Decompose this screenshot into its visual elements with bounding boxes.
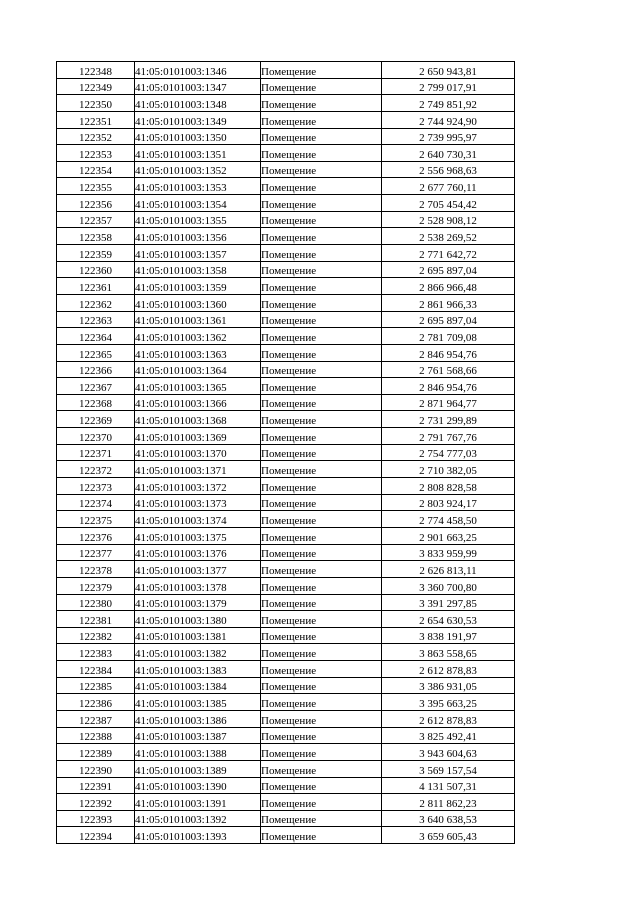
cadastral-value-cell: 3 360 700,80 xyxy=(382,577,515,594)
cadastral-number-cell: 41:05:0101003:1374 xyxy=(135,511,261,528)
cadastral-value-cell: 2 749 851,92 xyxy=(382,95,515,112)
table-row xyxy=(57,694,515,711)
object-type-cell: Помещение xyxy=(261,195,382,212)
row-number-cell: 122380 xyxy=(57,594,135,611)
cadastral-value-cell: 2 695 897,04 xyxy=(382,311,515,328)
object-type-cell: Помещение xyxy=(261,794,382,811)
row-number-cell: 122392 xyxy=(57,794,135,811)
cadastral-value-cell: 2 528 908,12 xyxy=(382,211,515,228)
object-type-cell: Помещение xyxy=(261,810,382,827)
cadastral-value-cell: 2 744 924,90 xyxy=(382,111,515,128)
cadastral-value-cell: 2 538 269,52 xyxy=(382,228,515,245)
cadastral-number-cell: 41:05:0101003:1351 xyxy=(135,145,261,162)
table-row xyxy=(57,577,515,594)
cadastral-value-cell: 3 833 959,99 xyxy=(382,544,515,561)
table-row xyxy=(57,461,515,478)
cadastral-number-cell: 41:05:0101003:1356 xyxy=(135,228,261,245)
cadastral-value-cell: 3 825 492,41 xyxy=(382,727,515,744)
row-number-cell: 122359 xyxy=(57,245,135,262)
cadastral-number-cell: 41:05:0101003:1385 xyxy=(135,694,261,711)
cadastral-value-cell: 2 803 924,17 xyxy=(382,494,515,511)
cadastral-number-cell: 41:05:0101003:1350 xyxy=(135,128,261,145)
row-number-cell: 122361 xyxy=(57,278,135,295)
table-row xyxy=(57,760,515,777)
cadastral-number-cell: 41:05:0101003:1375 xyxy=(135,527,261,544)
cadastral-number-cell: 41:05:0101003:1371 xyxy=(135,461,261,478)
object-type-cell: Помещение xyxy=(261,661,382,678)
object-type-cell: Помещение xyxy=(261,544,382,561)
cadastral-number-cell: 41:05:0101003:1358 xyxy=(135,261,261,278)
cadastral-value-cell: 2 774 458,50 xyxy=(382,511,515,528)
table-row xyxy=(57,428,515,445)
table-row xyxy=(57,195,515,212)
table-row xyxy=(57,344,515,361)
cadastral-number-cell: 41:05:0101003:1361 xyxy=(135,311,261,328)
row-number-cell: 122350 xyxy=(57,95,135,112)
cadastral-number-cell: 41:05:0101003:1366 xyxy=(135,394,261,411)
cadastral-number-cell: 41:05:0101003:1377 xyxy=(135,561,261,578)
table-row xyxy=(57,411,515,428)
cadastral-number-cell: 41:05:0101003:1382 xyxy=(135,644,261,661)
cadastral-number-cell: 41:05:0101003:1359 xyxy=(135,278,261,295)
cadastral-value-cell: 2 705 454,42 xyxy=(382,195,515,212)
row-number-cell: 122386 xyxy=(57,694,135,711)
table-row xyxy=(57,261,515,278)
object-type-cell: Помещение xyxy=(261,444,382,461)
cadastral-value-cell: 2 710 382,05 xyxy=(382,461,515,478)
cadastral-number-cell: 41:05:0101003:1372 xyxy=(135,478,261,495)
object-type-cell: Помещение xyxy=(261,311,382,328)
object-type-cell: Помещение xyxy=(261,478,382,495)
table-row xyxy=(57,378,515,395)
table-row xyxy=(57,394,515,411)
cadastral-number-cell: 41:05:0101003:1352 xyxy=(135,161,261,178)
row-number-cell: 122394 xyxy=(57,827,135,844)
cadastral-value-cell: 2 677 760,11 xyxy=(382,178,515,195)
cadastral-value-cell: 2 871 964,77 xyxy=(382,394,515,411)
table-row xyxy=(57,95,515,112)
cadastral-number-cell: 41:05:0101003:1376 xyxy=(135,544,261,561)
table-row xyxy=(57,627,515,644)
row-number-cell: 122362 xyxy=(57,294,135,311)
cadastral-value-cell: 2 901 663,25 xyxy=(382,527,515,544)
cadastral-value-cell: 2 771 642,72 xyxy=(382,245,515,262)
object-type-cell: Помещение xyxy=(261,78,382,95)
row-number-cell: 122364 xyxy=(57,328,135,345)
table-row xyxy=(57,62,515,79)
cadastral-value-cell: 2 612 878,83 xyxy=(382,710,515,727)
cadastral-value-cell: 2 612 878,83 xyxy=(382,661,515,678)
cadastral-number-cell: 41:05:0101003:1373 xyxy=(135,494,261,511)
cadastral-value-cell: 2 640 730,31 xyxy=(382,145,515,162)
row-number-cell: 122381 xyxy=(57,611,135,628)
object-type-cell: Помещение xyxy=(261,161,382,178)
cadastral-value-cell: 2 626 813,11 xyxy=(382,561,515,578)
object-type-cell: Помещение xyxy=(261,294,382,311)
row-number-cell: 122390 xyxy=(57,760,135,777)
cadastral-value-cell: 2 754 777,03 xyxy=(382,444,515,461)
object-type-cell: Помещение xyxy=(261,128,382,145)
object-type-cell: Помещение xyxy=(261,461,382,478)
cadastral-value-table xyxy=(56,61,515,844)
table-row xyxy=(57,128,515,145)
object-type-cell: Помещение xyxy=(261,744,382,761)
cadastral-value-cell: 2 781 709,08 xyxy=(382,328,515,345)
table-row xyxy=(57,827,515,844)
object-type-cell: Помещение xyxy=(261,62,382,79)
cadastral-value-cell: 2 866 966,48 xyxy=(382,278,515,295)
cadastral-value-cell: 2 846 954,76 xyxy=(382,378,515,395)
row-number-cell: 122385 xyxy=(57,677,135,694)
cadastral-value-cell: 2 731 299,89 xyxy=(382,411,515,428)
table-row xyxy=(57,527,515,544)
cadastral-number-cell: 41:05:0101003:1387 xyxy=(135,727,261,744)
row-number-cell: 122367 xyxy=(57,378,135,395)
object-type-cell: Помещение xyxy=(261,95,382,112)
object-type-cell: Помещение xyxy=(261,411,382,428)
object-type-cell: Помещение xyxy=(261,361,382,378)
cadastral-value-cell: 3 395 663,25 xyxy=(382,694,515,711)
table-row xyxy=(57,661,515,678)
cadastral-number-cell: 41:05:0101003:1386 xyxy=(135,710,261,727)
table-row xyxy=(57,744,515,761)
table-row xyxy=(57,611,515,628)
cadastral-value-cell: 3 640 638,53 xyxy=(382,810,515,827)
object-type-cell: Помещение xyxy=(261,577,382,594)
table-row xyxy=(57,211,515,228)
object-type-cell: Помещение xyxy=(261,694,382,711)
row-number-cell: 122371 xyxy=(57,444,135,461)
object-type-cell: Помещение xyxy=(261,228,382,245)
cadastral-value-cell: 2 650 943,81 xyxy=(382,62,515,79)
object-type-cell: Помещение xyxy=(261,211,382,228)
row-number-cell: 122378 xyxy=(57,561,135,578)
cadastral-number-cell: 41:05:0101003:1346 xyxy=(135,62,261,79)
row-number-cell: 122358 xyxy=(57,228,135,245)
cadastral-value-cell: 2 654 630,53 xyxy=(382,611,515,628)
cadastral-number-cell: 41:05:0101003:1389 xyxy=(135,760,261,777)
object-type-cell: Помещение xyxy=(261,760,382,777)
cadastral-number-cell: 41:05:0101003:1363 xyxy=(135,344,261,361)
cadastral-number-cell: 41:05:0101003:1364 xyxy=(135,361,261,378)
table-row xyxy=(57,777,515,794)
table-row xyxy=(57,710,515,727)
object-type-cell: Помещение xyxy=(261,328,382,345)
cadastral-number-cell: 41:05:0101003:1390 xyxy=(135,777,261,794)
object-type-cell: Помещение xyxy=(261,627,382,644)
object-type-cell: Помещение xyxy=(261,644,382,661)
object-type-cell: Помещение xyxy=(261,710,382,727)
row-number-cell: 122363 xyxy=(57,311,135,328)
cadastral-value-cell: 2 861 966,33 xyxy=(382,294,515,311)
cadastral-value-cell: 2 846 954,76 xyxy=(382,344,515,361)
cadastral-value-cell: 3 569 157,54 xyxy=(382,760,515,777)
cadastral-number-cell: 41:05:0101003:1353 xyxy=(135,178,261,195)
table-row xyxy=(57,794,515,811)
cadastral-number-cell: 41:05:0101003:1384 xyxy=(135,677,261,694)
row-number-cell: 122388 xyxy=(57,727,135,744)
cadastral-value-cell: 3 386 931,05 xyxy=(382,677,515,694)
object-type-cell: Помещение xyxy=(261,594,382,611)
table-row xyxy=(57,245,515,262)
object-type-cell: Помещение xyxy=(261,511,382,528)
table-row xyxy=(57,145,515,162)
table-row xyxy=(57,444,515,461)
cadastral-value-cell: 4 131 507,31 xyxy=(382,777,515,794)
cadastral-value-cell: 2 695 897,04 xyxy=(382,261,515,278)
object-type-cell: Помещение xyxy=(261,677,382,694)
object-type-cell: Помещение xyxy=(261,178,382,195)
table-row xyxy=(57,361,515,378)
row-number-cell: 122360 xyxy=(57,261,135,278)
table-row xyxy=(57,677,515,694)
table-row xyxy=(57,478,515,495)
row-number-cell: 122366 xyxy=(57,361,135,378)
object-type-cell: Помещение xyxy=(261,278,382,295)
table-row xyxy=(57,311,515,328)
row-number-cell: 122357 xyxy=(57,211,135,228)
row-number-cell: 122384 xyxy=(57,661,135,678)
table-row xyxy=(57,644,515,661)
object-type-cell: Помещение xyxy=(261,111,382,128)
table-row xyxy=(57,494,515,511)
cadastral-number-cell: 41:05:0101003:1354 xyxy=(135,195,261,212)
cadastral-value-cell: 2 811 862,23 xyxy=(382,794,515,811)
object-type-cell: Помещение xyxy=(261,394,382,411)
table-row xyxy=(57,544,515,561)
cadastral-number-cell: 41:05:0101003:1368 xyxy=(135,411,261,428)
table-row xyxy=(57,78,515,95)
object-type-cell: Помещение xyxy=(261,777,382,794)
row-number-cell: 122393 xyxy=(57,810,135,827)
row-number-cell: 122382 xyxy=(57,627,135,644)
cadastral-value-cell: 2 761 568,66 xyxy=(382,361,515,378)
row-number-cell: 122368 xyxy=(57,394,135,411)
row-number-cell: 122351 xyxy=(57,111,135,128)
table-row xyxy=(57,228,515,245)
table-body xyxy=(57,62,515,844)
table-row xyxy=(57,161,515,178)
object-type-cell: Помещение xyxy=(261,494,382,511)
table-row xyxy=(57,511,515,528)
cadastral-number-cell: 41:05:0101003:1388 xyxy=(135,744,261,761)
cadastral-value-cell: 2 791 767,76 xyxy=(382,428,515,445)
row-number-cell: 122372 xyxy=(57,461,135,478)
cadastral-number-cell: 41:05:0101003:1381 xyxy=(135,627,261,644)
cadastral-number-cell: 41:05:0101003:1383 xyxy=(135,661,261,678)
cadastral-number-cell: 41:05:0101003:1392 xyxy=(135,810,261,827)
cadastral-value-cell: 3 863 558,65 xyxy=(382,644,515,661)
row-number-cell: 122349 xyxy=(57,78,135,95)
row-number-cell: 122379 xyxy=(57,577,135,594)
table-row xyxy=(57,727,515,744)
cadastral-number-cell: 41:05:0101003:1347 xyxy=(135,78,261,95)
row-number-cell: 122387 xyxy=(57,710,135,727)
object-type-cell: Помещение xyxy=(261,527,382,544)
object-type-cell: Помещение xyxy=(261,344,382,361)
object-type-cell: Помещение xyxy=(261,727,382,744)
table-row xyxy=(57,561,515,578)
row-number-cell: 122374 xyxy=(57,494,135,511)
table-row xyxy=(57,178,515,195)
object-type-cell: Помещение xyxy=(261,428,382,445)
object-type-cell: Помещение xyxy=(261,561,382,578)
row-number-cell: 122375 xyxy=(57,511,135,528)
cadastral-number-cell: 41:05:0101003:1362 xyxy=(135,328,261,345)
cadastral-number-cell: 41:05:0101003:1365 xyxy=(135,378,261,395)
row-number-cell: 122369 xyxy=(57,411,135,428)
cadastral-number-cell: 41:05:0101003:1393 xyxy=(135,827,261,844)
cadastral-number-cell: 41:05:0101003:1378 xyxy=(135,577,261,594)
cadastral-value-cell: 2 808 828,58 xyxy=(382,478,515,495)
cadastral-number-cell: 41:05:0101003:1349 xyxy=(135,111,261,128)
cadastral-number-cell: 41:05:0101003:1355 xyxy=(135,211,261,228)
row-number-cell: 122383 xyxy=(57,644,135,661)
row-number-cell: 122391 xyxy=(57,777,135,794)
table-row xyxy=(57,278,515,295)
cadastral-value-cell: 3 659 605,43 xyxy=(382,827,515,844)
object-type-cell: Помещение xyxy=(261,245,382,262)
cadastral-value-cell: 3 838 191,97 xyxy=(382,627,515,644)
cadastral-value-cell: 3 391 297,85 xyxy=(382,594,515,611)
object-type-cell: Помещение xyxy=(261,378,382,395)
cadastral-value-cell: 3 943 604,63 xyxy=(382,744,515,761)
row-number-cell: 122356 xyxy=(57,195,135,212)
row-number-cell: 122352 xyxy=(57,128,135,145)
object-type-cell: Помещение xyxy=(261,611,382,628)
table-row xyxy=(57,294,515,311)
cadastral-value-cell: 2 556 968,63 xyxy=(382,161,515,178)
row-number-cell: 122348 xyxy=(57,62,135,79)
row-number-cell: 122353 xyxy=(57,145,135,162)
row-number-cell: 122376 xyxy=(57,527,135,544)
cadastral-number-cell: 41:05:0101003:1369 xyxy=(135,428,261,445)
row-number-cell: 122377 xyxy=(57,544,135,561)
object-type-cell: Помещение xyxy=(261,827,382,844)
table-row xyxy=(57,594,515,611)
cadastral-number-cell: 41:05:0101003:1391 xyxy=(135,794,261,811)
cadastral-number-cell: 41:05:0101003:1357 xyxy=(135,245,261,262)
object-type-cell: Помещение xyxy=(261,261,382,278)
cadastral-value-cell: 2 739 995,97 xyxy=(382,128,515,145)
row-number-cell: 122354 xyxy=(57,161,135,178)
cadastral-number-cell: 41:05:0101003:1370 xyxy=(135,444,261,461)
row-number-cell: 122389 xyxy=(57,744,135,761)
cadastral-number-cell: 41:05:0101003:1360 xyxy=(135,294,261,311)
row-number-cell: 122370 xyxy=(57,428,135,445)
cadastral-number-cell: 41:05:0101003:1348 xyxy=(135,95,261,112)
object-type-cell: Помещение xyxy=(261,145,382,162)
cadastral-number-cell: 41:05:0101003:1379 xyxy=(135,594,261,611)
table-row xyxy=(57,328,515,345)
cadastral-number-cell: 41:05:0101003:1380 xyxy=(135,611,261,628)
row-number-cell: 122365 xyxy=(57,344,135,361)
row-number-cell: 122373 xyxy=(57,478,135,495)
cadastral-value-cell: 2 799 017,91 xyxy=(382,78,515,95)
table-row xyxy=(57,111,515,128)
row-number-cell: 122355 xyxy=(57,178,135,195)
table-row xyxy=(57,810,515,827)
